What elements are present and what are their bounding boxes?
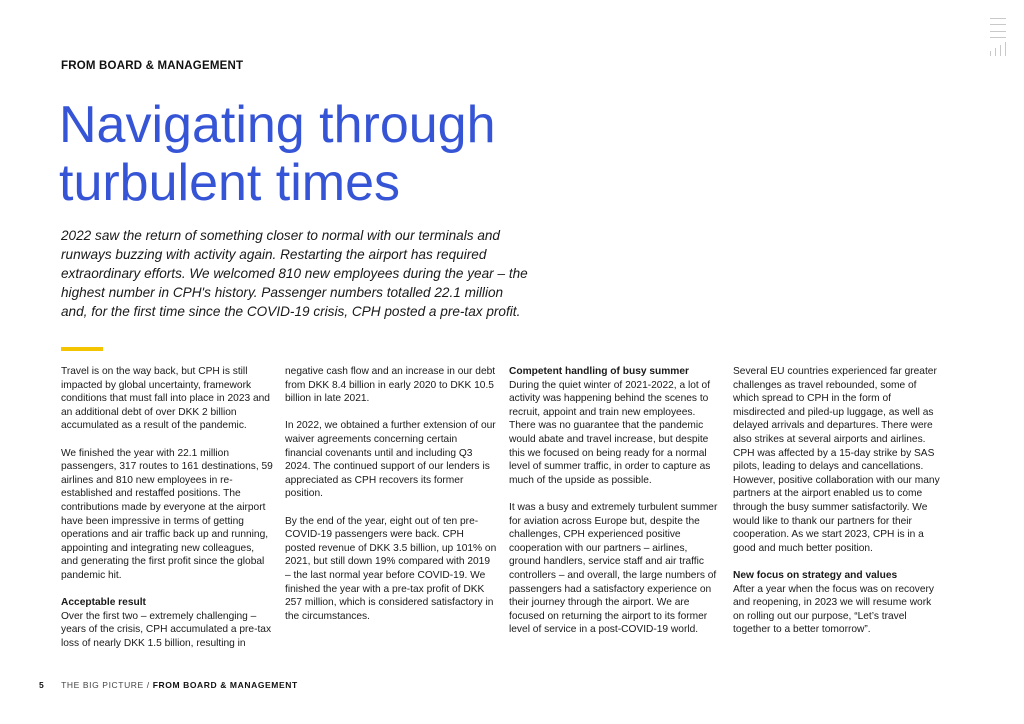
paragraph: After a year when the focus was on recovery and reopening, in 2023 we will resume work on rolling out our purpose, “Let’s travel together to a better tomorrow”. xyxy=(733,583,935,636)
paragraph: Several EU countries experienced far greater challenges as travel rebounded, some of which spread to CPH in the form of misdirected and piled-up luggage, as well as delayed arrivals and departures. There were also strikes at several airports and airlines. CPH was affected by a 15-day strike by SAS pilots, leading to delays and cancellations. However, positive collaboration with our many partners at the airport enabled us to come through the busy summer satisfactorily. We would like to thank our partners for their cooperation. As we start 2023, CPH is in a good and much better position. xyxy=(733,366,940,554)
footer xyxy=(39,680,298,690)
lead-paragraph: 2022 saw the return of something closer to normal with our terminals and runways buzzing with activity again. Restarting the airport has required extraordinary efforts. We welcomed 810 new employees during the year – the highest number in CPH's history. Passenger numbers totalled 22.1 million and, for the first time since the COVID-19 crisis, CPH posted a pre-tax profit. xyxy=(61,228,528,319)
subheading-busy-summer: Competent handling of busy summer xyxy=(509,366,689,377)
page-title: Navigating through turbulent times xyxy=(59,96,496,212)
paragraph: We finished the year with 22.1 million passengers, 317 routes to 161 destinations, 59 airlines and 810 new employees in re-established and restaffed positions. The contributions made by everyone at the airport have been impressive in terms of getting operations and air traffic back up and running, appointing and integrating new colleagues, and generating the first profit since the global pandemic hit. xyxy=(61,447,273,581)
breadcrumb-separator: / xyxy=(143,680,153,690)
paragraph: negative cash flow and an increase in our debt from DKK 8.4 billion in early 2020 to DKK 10.5 billion in late 2021. xyxy=(285,366,496,405)
column-4 xyxy=(733,365,945,650)
section-label: FROM BOARD & MANAGEMENT xyxy=(61,60,244,72)
page-number: 5 xyxy=(39,680,45,690)
menu-icon[interactable] xyxy=(990,18,1006,38)
breadcrumb-root-link[interactable]: THE BIG PICTURE xyxy=(61,680,144,690)
paragraph: Over the first two – extremely challenging – years of the crisis, CPH accumulated a pre-tax loss of nearly DKK 1.5 billion, resulting in xyxy=(61,610,272,649)
paragraph: In 2022, we obtained a further extension of our waiver agreements concerning certain financial covenants until and including Q3 2024. The continued support of our lenders is appreciated as CPH recovers its former position. xyxy=(285,420,496,500)
accent-bar xyxy=(61,347,103,351)
paragraph: By the end of the year, eight out of ten pre-COVID-19 passengers were back. CPH posted revenue of DKK 3.5 billion, up 101% on 2021, but still down 19% compared with 2019 – the last normal year before COVID-19. We finished the year with a pre-tax profit of DKK 257 million, which is considered satisfactory in the circumstances. xyxy=(285,515,497,622)
column-3 xyxy=(509,365,721,650)
paragraph: It was a busy and extremely turbulent summer for aviation across Europe but, despite the challenges, CPH experienced positive cooperation with our partners – airlines, ground handlers, service staff and air traffic controllers – and overall, the large numbers of passengers had a satisfactory experience on their journey through the airport. We are focused on returning the airport to its former level of service in a post-COVID-19 world. xyxy=(509,501,718,636)
breadcrumb-current: FROM BOARD & MANAGEMENT xyxy=(152,680,298,690)
paragraph: During the quiet winter of 2021-2022, a lot of activity was happening behind the scenes to recruit, appoint and train new employees. There was no guarantee that the pandemic would abate and travel increase, but despite this we focused on being ready for a normal level of summer traffic, in order to capture as much of the upside as possible. xyxy=(509,379,711,486)
bar-chart-icon[interactable] xyxy=(990,42,1006,56)
column-2 xyxy=(285,365,497,637)
subheading-new-focus: New focus on strategy and values xyxy=(733,569,898,581)
paragraph: Travel is on the way back, but CPH is still impacted by global uncertainty, framework conditions that must fall into place in 2023 and an additional debt of over DKK 2 billion accumulated as a result of the pandemic. xyxy=(61,366,270,432)
column-1 xyxy=(61,365,273,664)
subheading-acceptable-result: Acceptable result xyxy=(61,597,146,609)
